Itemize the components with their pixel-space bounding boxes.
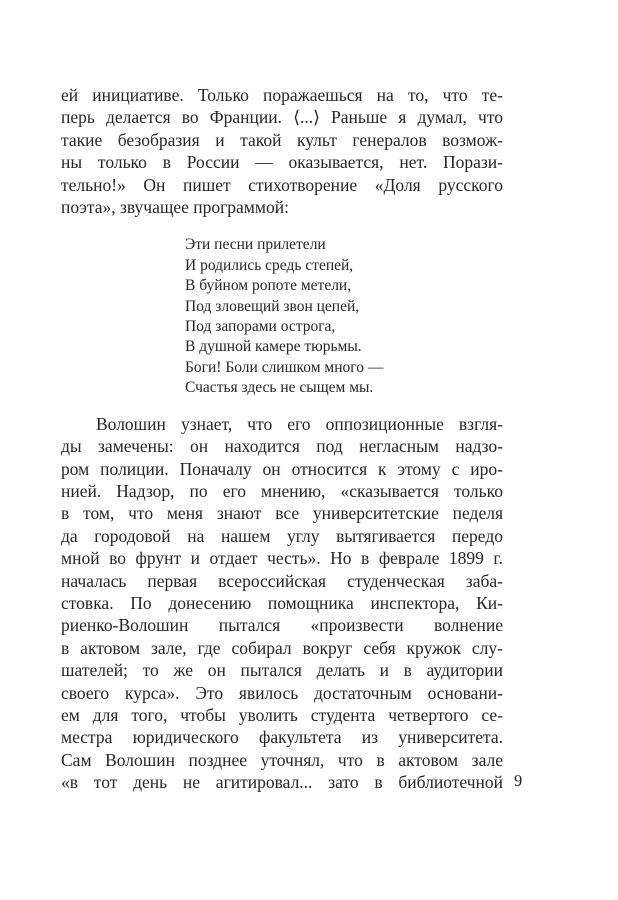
text-line: началась первая всероссийская студенческая заба-	[61, 570, 503, 591]
text-line: нией. Надзор, по его мнению, «сказывается только	[61, 480, 503, 501]
poem-line: В душной камере тюрьмы.	[185, 338, 362, 356]
poem-line: В буйном ропоте метели,	[185, 277, 352, 295]
poem-line: Под зловещий звон цепей,	[185, 297, 360, 315]
text-line: в актовом зале, где собирал вокруг себя кружок слу-	[61, 637, 503, 658]
text-line: ды замечены: он находится под негласным надзо-	[61, 436, 503, 457]
text-line: в том, что меня знают все университетские педеля	[61, 503, 503, 524]
text-line: ром полиции. Поначалу он относится к этому с иро-	[61, 458, 503, 479]
text-line: такие безобразия и такой культ генералов возмож-	[61, 129, 503, 150]
text-line: Сам Волошин позднее уточнял, что в актовом зале	[61, 749, 503, 770]
text-line: «в тот день не агитировал... зато в библиотечной	[61, 772, 503, 793]
poem-line: Счастья здесь не сыщем мы.	[185, 379, 374, 397]
page-text-block	[61, 84, 503, 794]
text-line: да городовой на нашем углу вытягивается передо	[61, 525, 503, 546]
text-line: ем для того, чтобы уволить студента четвертого се-	[61, 704, 503, 725]
text-line: поэта», звучащее программой:	[61, 197, 289, 218]
text-line: ны только в России — оказывается, нет. Порази-	[61, 152, 503, 173]
poem-line: Боги! Боли слишком много —	[185, 358, 384, 376]
text-line: перь делается во Франции. ⟨...⟩ Раньше я думал, что	[61, 107, 503, 128]
text-line: мной во фрунт и отдает честь». Но в феврале 1899 г.	[61, 548, 503, 569]
poem-line: И родились средь степей,	[185, 256, 354, 274]
text-line: шателей; то же он пытался делать и в аудитории	[61, 660, 503, 681]
text-line: тельно!» Он пишет стихотворение «Доля русского	[61, 174, 503, 195]
text-line: Волошин узнает, что его оппозиционные взгля-	[96, 413, 503, 434]
text-line: местра юридического факультета из университета.	[61, 727, 503, 748]
text-line: стовка. По донесению помощника инспектора, Ки-	[61, 592, 503, 613]
paragraph-2	[61, 413, 503, 794]
text-line: риенко-Волошин пытался «произвести волнение	[61, 615, 503, 636]
text-line: ей инициативе. Только поражаешься на то, что те-	[61, 85, 503, 105]
poem-line: Под запорами острога,	[185, 318, 336, 336]
page-number: 9	[514, 771, 523, 790]
paragraph-1	[61, 84, 503, 218]
text-line: своего курса». Это явилось достаточным основани-	[61, 682, 503, 703]
poem-block	[185, 235, 503, 398]
poem-line: Эти песни прилетели	[185, 236, 326, 254]
